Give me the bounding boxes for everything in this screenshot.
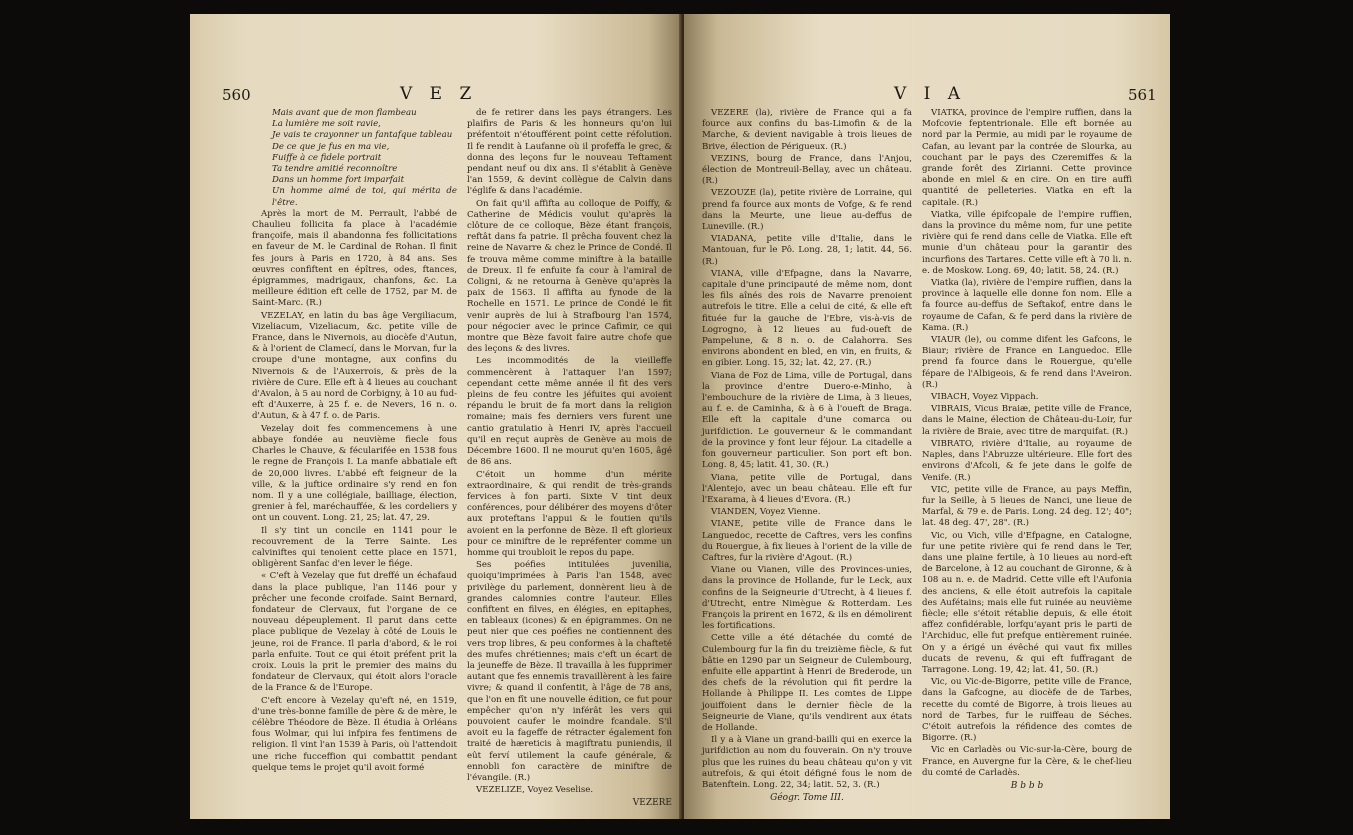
paragraph: VIBRAIS, Vicus Braiæ, petite ville de France, dans le Maine, élection de Château-du-Loir, fur la rivière de Braie, avec titre de marquifat. (R.)	[922, 404, 1132, 437]
paragraph: Il s'y tint un concile en 1141 pour le recouvrement de la Terre Sainte. Les calviniftes qui tenoient cette place en 1571, obligèrent Sanfac d'en lever le fiége.	[252, 525, 457, 570]
page-number: 561	[1128, 86, 1157, 104]
verse-line: Dans un homme fort imparfait	[272, 175, 405, 186]
paragraph: VIANA, ville d'Efpagne, dans la Navarre, capitale d'une principauté de même nom, dont les fils aînés des rois de Navarre prenoient autrefois le titre. Elle a celui de cité, & elle eft fituée fur la gauche de l'Ebre, vis-à-vis de Logrogno, à 12 lieues au fud-oueft de Pampelune, & 8 n. o. de Calahorra. Ses environs abondent en bled, en vin, en fruits, & en gibier. Long. 15, 32; lat. 42, 27. (R.)	[702, 268, 912, 369]
paragraph: VEZERE (la), rivière de France qui a fa fource aux confins du bas-Limofin & de la Marche, & devient navigable à trois lieues de Brive, élection de Périgueux. (R.)	[702, 108, 912, 152]
paragraph: VIANDEN, Voyez Vienne.	[711, 507, 821, 518]
paragraph: Viatka, ville épifcopale de l'empire ruffien, dans la province du même nom, fur une petite rivière qui fe rend dans celle de Viatka. Elle eft munie d'un château pour la garantir des incurfions des Tartares. Cette ville eft à 70 li. n. e. de Moskow. Long. 69, 40; latit. 58, 24. (R.)	[922, 209, 1132, 276]
paragraph: Vezelay doit fes commencemens à une abbaye fondée au neuvième fiecle fous Charles le Chauve, & fécularifée en 1538 fous le regne de François I. La manfe abbatiale eft de 20,000 livres. L'abbé eft feigneur de la ville, & la juftice ordinaire s'y rend en fon nom. Il y a une collégiale, bailliage, élection, grenier à fel, maréchauffée, & les cordeliers y ont un couvent. Long. 21, 25; lat. 47, 29.	[252, 423, 457, 524]
paragraph: « C'eft à Vezelay que fut dreffé un échafaud dans la place publique, l'an 1146 pour y prêcher une feconde croifade. Saint Bernard, fondateur de Clervaux, fut l'organe de ce nouveau dépeuplement. Il parut dans cette place publique de Vezelay à côté de Louis le jeune, roi de France. Il parla d'abord, & le roi parla enfuite. Tout ce qui étoit préfent prit la croix. Louis la prit le premier des mains du fondateur de Clervaux, qui étoit alors l'oracle de la France & de l'Europe.	[252, 571, 457, 694]
text-columns	[252, 108, 672, 810]
paragraph: VIADANA, petite ville d'Italie, dans le Mantouan, fur le Pô. Long. 28, 1; latit. 44, 56. (R.)	[702, 234, 912, 267]
volume-signature: Géogr. Tome III.	[770, 793, 844, 804]
paragraph: Vic, ou Vich, ville d'Efpagne, en Catalogne, fur une petite rivière qui fe rend dans le Ter, dans une plaine fertile, à 10 lieues au nord-eft de Barcelone, à 12 au couchant de Gironne, & à 108 au n. e. de Madrid. Cette ville eft l'Aufonia des anciens, & elle étoit autrefois la capitale des Aufétains; mais elle fut ruinée au neuvième fiècle; elle s'étoit rétablie depuis, & elle étoit affez confidérable, lorfqu'ayant pris le parti de l'Archiduc, elle fut prefque entièrement ruinée. On y a érigé un évêché qui vaut fix milles ducats de revenu, & qui eft fuffragant de Tarragone. Long. 19, 42; lat. 41, 50. (R.)	[922, 530, 1132, 675]
verse-line: Mais avant que de mon flambeau	[272, 108, 417, 118]
paragraph: Après la mort de M. Perrault, l'abbé de Chaulieu follicita fa place à l'académie françoife, mais il abandonna fes follicitations en faveur de M. le Cardinal de Rohan. Il finit fes jours à Paris en 1720, à 84 ans. Ses œuvres confiftent en épîtres, odes, ftances, épigrammes, madrigaux, chanfons, &c. La meilleure édition eft celle de 1752, par M. de Saint-Marc. (R.)	[252, 208, 457, 309]
paragraph: VEZELIZE, Voyez Veselise.	[476, 785, 594, 796]
paragraph: de fe retirer dans les pays étrangers. Les plaifirs de Paris & les honneurs qu'on lui préfentoit n'étoufférent point cette réfolution. Il fe rendit à Laufanne où il profeffa le grec, & donna des leçons fur le nouveau Teftament pendant neuf ou dix ans. Il s'établit à Genève l'an 1559, & devint collègue de Calvin dans l'églife & dans l'académie.	[467, 108, 672, 197]
left-page	[190, 14, 682, 819]
paragraph: Ses poéfies intitulées juvenilia, quoiqu'imprimées à Paris l'an 1548, avec privilège du parlement, donnèrent lieu à de grandes calomnies contre l'auteur. Elles confiftent en filves, en élégies, en epitaphes, en tableaux (icones) & en épigrammes. On ne peut nier que ces poéfies ne contiennent des vers trop libres, & peu conformes à la chafteté des mufes chrétiennes; mais c'eft un écart de la jeuneffe de Bèze. Il travailla à les fupprimer autant que fes ennemis travaillèrent à les faire vivre; & quand il confentit, à l'âge de 78 ans, que l'on en fît une nouvelle édition, ce fut pour empêcher qu'on n'y inférât les vers qui pouvoient caufer le moindre fcandale. S'il avoit eu la fageffe de rétracter également fon traité de hæreticis à magiftratu puniendis, il eût ferví utilement la caufe générale, & ennobli fon caractère de miniftre de l'évangile. (R.)	[467, 560, 672, 783]
paragraph: Les incommodités de la vieilleffe commencèrent à l'attaquer l'an 1597; cependant cette même année il fit des vers pleins de feu contre les jéfuites qui avoient répandu le bruit de fa mort dans la religion romaine; mais fes derniers vers furent une cantio gratulatio à Henri IV, après l'accueil qu'il en reçut auprès de Genève au mois de Décembre 1600. Il ne mourut qu'en 1605, âgé de 86 ans.	[467, 356, 672, 468]
paragraph: On fait qu'il affifta au colloque de Poiffy, & Catherine de Médicis voulut qu'après la clôture de ce colloque, Bèze étant françois, reftât dans fa patrie. Il prêcha fouvent chez la reine de Navarre & chez le Prince de Condé. Il fe trouva même comme miniftre à la bataille de Dreux. Il fe enfuite fa cour à l'amiral de Coligni, & ne retourna à Genève qu'après la paix de 1563. Il affifta au fynode de la Rochelle en 1571. Le prince de Condé le fit venir auprès de lui à Strafbourg l'an 1574, pour négocier avec le prince Cafimir, ce qui montre que Bèze favoit faire autre chofe que des leçons & des livres.	[467, 198, 672, 355]
column	[922, 108, 1132, 804]
text-columns	[702, 108, 1132, 804]
column	[467, 108, 672, 810]
paragraph: Viana, petite ville de Portugal, dans l'Alentejo, avec un beau château. Elle eft fur l'Exarama, à 4 lieues d'Evora. (R.)	[702, 472, 912, 505]
paragraph: Il y a à Viane un grand-bailli qui en exerce la jurifdiction au nom du fouverain. On n'y trouve plus que les ruines du beau château qu'on y vit autrefois, & qui étoit défigné fous le nom de Batenftein. Long. 22, 34; latit. 52, 3. (R.)	[702, 735, 912, 790]
gathering-signature: B b b b	[1010, 780, 1044, 791]
paragraph: VIAUR (le), ou comme difent les Gafcons, le Biaur; rivière de France en Languedoc. Elle prend fa fource dans le Rouergue, qu'elle fépare de l'Albigeois, & fe rend dans l'Aveiron. (R.)	[922, 335, 1132, 390]
paragraph: Vic, ou Vic-de-Bigorre, petite ville de France, dans la Gafcogne, au diocèfe de de Tarbes, recette du comté de Bigorre, à trois lieues au nord de Tarbes, fur le ruiffeau de Séches. C'étoit autrefois la réfidence des comtes de Bigorre. (R.)	[922, 677, 1132, 744]
column	[702, 108, 912, 804]
verse-line: Fuiffe à ce fidele portrait	[272, 152, 382, 163]
right-page	[684, 14, 1170, 819]
paragraph: VIATKA, province de l'empire ruffien, dans la Mofcovie feptentrionale. Elle eft bornée au nord par la Permie, au midi par le royaume de Cafan, au levant par la contrée de Slourka, au couchant par le pays des Czeremiffes & la grande forêt des Zirianni. Cette province abonde en miel & en cire. On en tire auffi quantité de pelleteries. Viatka en eft la capitale. (R.)	[922, 108, 1132, 208]
catchword: VEZERE	[632, 798, 672, 809]
verse-line: De ce que je fus en ma vie,	[272, 141, 390, 152]
paragraph: VEZOUZE (la), petite rivière de Lorraine, qui prend fa fource aux monts de Vofge, & fe rend dans la Meurte, une lieue au-deffus de Luneville. (R.)	[702, 188, 912, 233]
paragraph: C'étoit un homme d'un mérite extraordinaire, & qui rendit de très-grands fervices à fon parti. Sixte V tint deux conférences, pour délibérer des moyens d'ôter aux proteftans l'appui & le foutien qu'ils avoient en la perfonne de Bèze. Il eft glorieux pour ce miniftre de le repréfenter comme un homme qui troubloit le repos du pape.	[467, 469, 672, 558]
paragraph: VEZELAY, en latin du bas âge Vergiliacum, Vizeliacum, Vizeliacum, &c. petite ville de France, dans le Nivernois, au diocèfe d'Autun, & à l'orient de Clamecí, dans le Morvan, fur la croupe d'une montagne, aux confins du Nivernois & de l'Auxerrois, & près de la rivière de Cure. Elle eft à 4 lieues au couchant d'Avalon, à 5 au nord de Corbigny, à 10 au fud-eft d'Auxerre, à 25 f. e. de Nevers, 16 n. o. d'Autun, & à 47 f. o. de Paris.	[252, 310, 457, 422]
column	[252, 108, 457, 810]
paragraph: VIC, petite ville de France, au pays Meffin, fur la Seille, à 5 lieues de Nanci, une lieue de Marfal, & 79 e. de Paris. Long. 24 deg. 12'; 40"; lat. 48 deg. 47', 28". (R.)	[922, 484, 1132, 529]
paragraph: VIANE, petite ville de France dans le Languedoc, recette de Caftres, vers les confins du Rouergue, à fix lieues à l'orient de la ville de Caftres, fur la rivière d'Agout. (R.)	[702, 519, 912, 563]
paragraph: Viane ou Vianen, ville des Provinces-unies, dans la province de Hollande, fur le Leck, aux confins de la Seigneurie d'Utrecht, à 4 lieues f. d'Utrecht, entre Nimègue & Rotterdam. Les François la prirent en 1672, & ils en démolirent les fortifications.	[702, 565, 912, 632]
verse-line: La lumière me soit ravie,	[272, 119, 381, 130]
paragraph: VEZINS, bourg de France, dans l'Anjou, élection de Montreuil-Bellay, avec un château. (R.)	[702, 153, 912, 187]
paragraph: Viana de Foz de Lima, ville de Portugal, dans la province d'entre Duero-e-Minho, à l'embouchure de la rivière de Lima, à 3 lieues, au f. e. de Caminha, & à 6 à l'oueft de Braga. Elle eft la capitale d'une comarca ou jurifdiction. Le gouverneur & le commandant de la province y font leur féjour. La citadelle a fon gouverneur particulier. Son port eft bon. Long. 8, 45; latit. 41, 30. (R.)	[702, 370, 912, 471]
running-head: V I A	[894, 84, 967, 104]
verse-line: Je vais te crayonner un fantafque tableau	[272, 130, 453, 141]
verse	[252, 108, 457, 209]
verse-line: Ta tendre amitié reconnoître	[272, 164, 398, 175]
running-head: V E Z	[400, 84, 478, 104]
verse-line: Un homme aimé de toi, qui mérita de l'être.	[272, 186, 457, 208]
open-book	[190, 14, 1170, 822]
paragraph: C'eft encore à Vezelay qu'eft né, en 1519, d'une très-bonne famille de père & de mère, le célèbre Théodore de Bèze. Il étudia à Orléans fous Wolmar, qui lui infpira fes fentimens de religion. Il vint l'an 1539 à Paris, où l'attendoit une riche fucceffion qui combattit pendant quelque tems le projet qu'il avoit formé	[252, 695, 457, 773]
page-number: 560	[222, 86, 251, 104]
paragraph: Vic en Carladès ou Vic-sur-la-Cère, bourg de France, en Auvergne fur la Cère, & le chef-lieu du comté de Carladès.	[922, 745, 1132, 778]
paragraph: VIBRATO, rivière d'Italie, au royaume de Naples, dans l'Abruzze ultérieure. Elle fort des environs d'Afcoli, & fe jete dans le golfe de Venife. (R.)	[922, 438, 1132, 483]
paragraph: VIBACH, Voyez Vippach.	[931, 392, 1039, 403]
paragraph: Viatka (la), rivière de l'empire ruffien, dans la province à laquelle elle donne fon nom. Elle a fa fource au-deffus de Seftakof, entre dans le royaume de Cafan, & fe perd dans la rivière de Kama. (R.)	[922, 278, 1132, 333]
paragraph: Cette ville a été détachée du comté de Culembourg fur la fin du treizième fiècle, & fut bâtie en 1290 par un Seigneur de Culembourg, enfuite elle appartint à Henri de Brederode, un des chefs de la révolution qui fit perdre la Hollande à Philippe II. Les comtes de Lippe jouiffoient dans le dernier fiècle de la Seigneurie de Viane, qu'ils vendirent aux états de Hollande.	[702, 633, 912, 733]
